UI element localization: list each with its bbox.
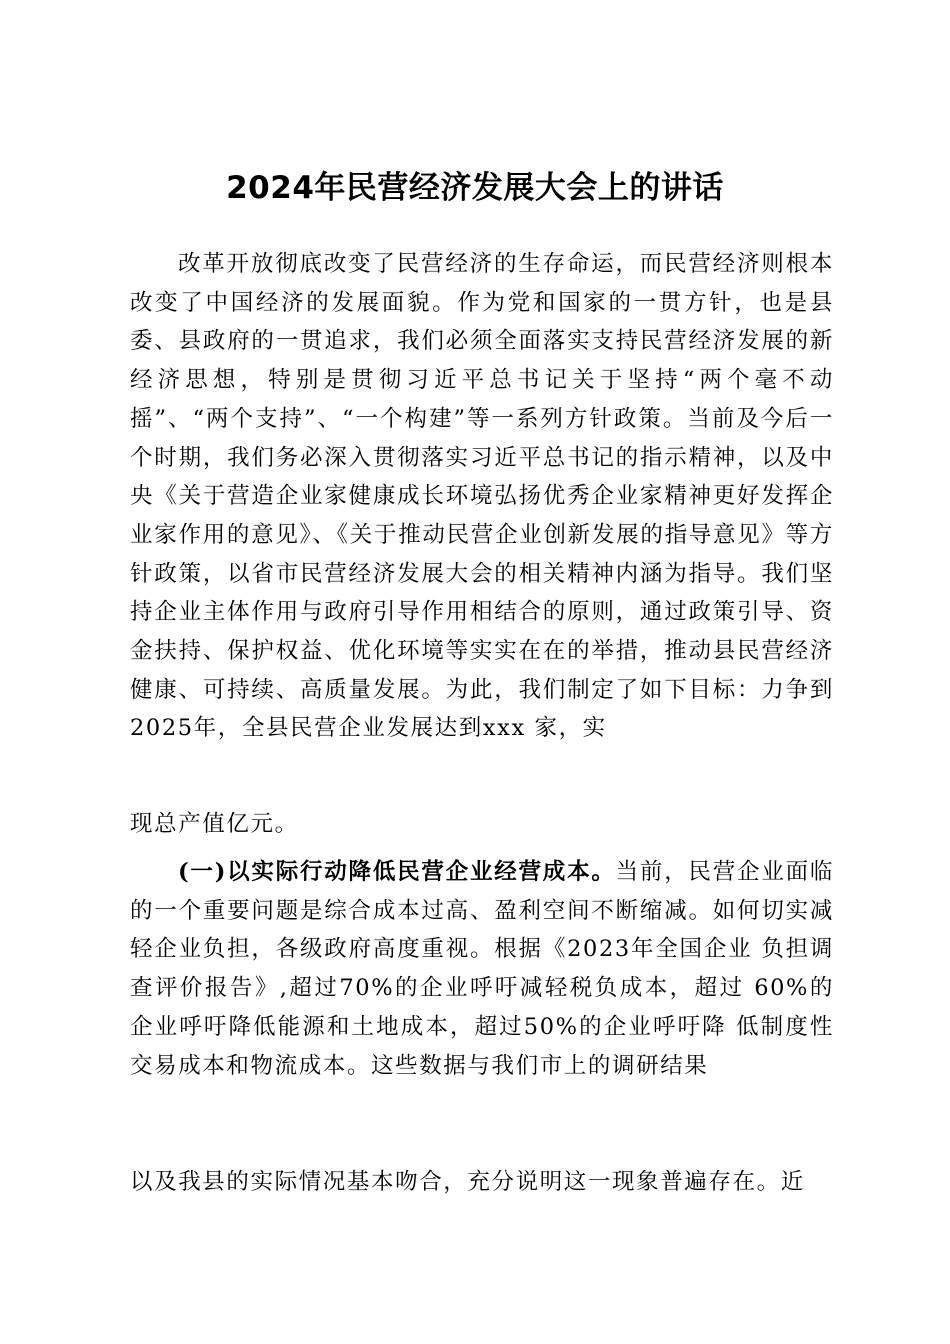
section-1-body: 当前，民营企业面临的一个重要问题是综合成本过高、盈利空间不断缩减。如何切实减轻企业负担，各级政府高度重视。根据《2023年全国企业 负担调查评价报告》,超过70%的企业呼吁减轻税负成本，超过 60%的企业呼吁降低能源和土地成本，超过50%的企业呼吁降 低制度性交易成本和物流成本。这些数据与我们市上的调研结果: [130, 859, 834, 1079]
document-title: 2024年民营经济发展大会上的讲话: [226, 170, 724, 206]
paragraph-section-1: [130, 853, 834, 1085]
section-1-heading: (一)以实际行动降低民营企业经营成本。: [178, 859, 616, 885]
paragraph-section-1-continuation: 以及我县的实际情况基本吻合，充分说明这一现象普遍存在。近: [130, 1169, 805, 1195]
paragraph-intro: 改革开放彻底改变了民营经济的生存命运，而民营经济则根本改变了中国经济的发展面貌。作为党和国家的一贯方针，也是县委、县政府的一贯追求，我们必须全面落实支持民营经济发展的新经济思想，特别是贯彻习近平总书记关于坚持“两个毫不动摇”、“两个支持”、“一个构建”等一系列方针政策。当前及今后一个时期，我们务必深入贯彻落实习近平总书记的指示精神，以及中央《关于营造企业家健康成长环境弘扬优秀企业家精神更好发挥企业家作用的意见》、《关于推动民营企业创新发展的指导意见》等方针政策，以省市民营经济发展大会的相关精神内涵为指导。我们坚持企业主体作用与政府引导作用相结合的原则，通过政策引导、资金扶持、保护权益、优化环境等实实在在的举措，推动县民营经济健康、可持续、高质量发展。为此，我们制定了如下目标：力争到2025年，全县民营企业发展达到xxx 家，实: [130, 251, 834, 742]
paragraph-intro-continuation: 现总产值亿元。: [130, 811, 299, 837]
